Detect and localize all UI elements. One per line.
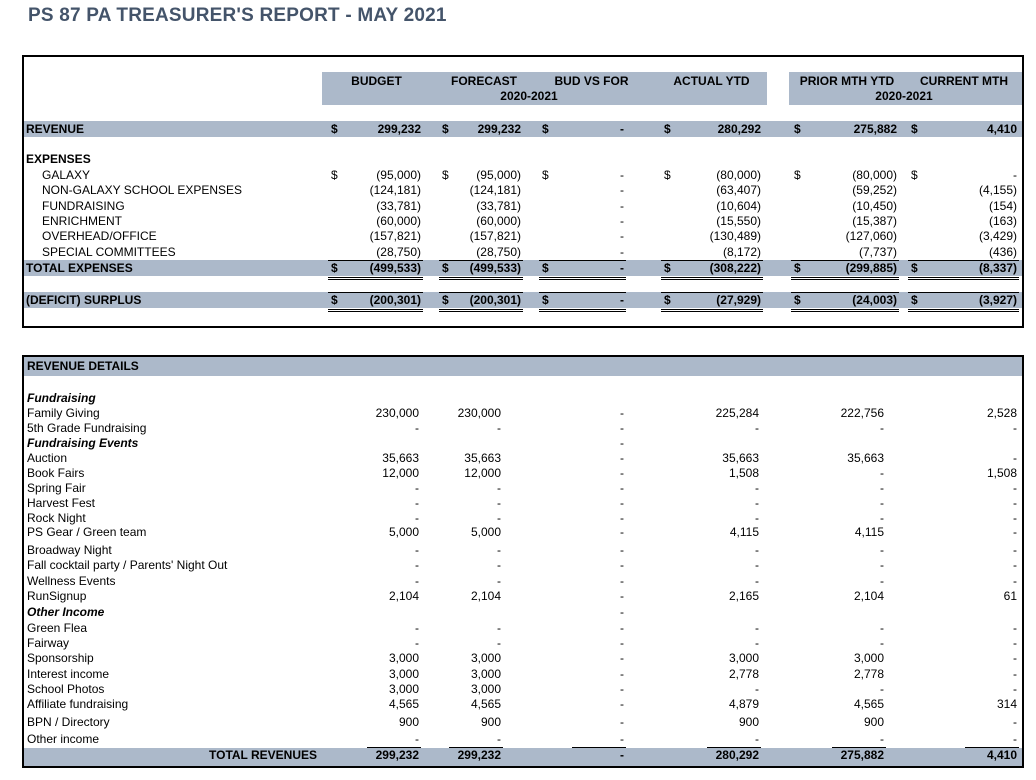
underline — [908, 292, 1019, 293]
value-cell: - — [497, 574, 501, 588]
value-cell: - — [415, 543, 419, 557]
value-cell: 280,292 — [717, 122, 761, 136]
value-cell: - — [755, 636, 759, 650]
value-cell: 12,000 — [464, 466, 501, 480]
value-cell: - — [755, 421, 759, 435]
value-cell: - — [620, 466, 624, 480]
value-cell: (63,407) — [716, 183, 761, 198]
value-cell: - — [497, 543, 501, 557]
underline — [539, 309, 626, 310]
detail-label: RunSignup — [27, 589, 87, 603]
value-cell: (127,060) — [845, 229, 897, 244]
underline — [908, 279, 1019, 280]
value-cell: - — [1013, 682, 1017, 696]
underline — [661, 277, 763, 278]
value-cell: 2,778 — [728, 667, 759, 681]
value-cell: 12,000 — [382, 466, 419, 480]
value-cell: 230,000 — [457, 406, 501, 420]
detail-label: Rock Night — [27, 511, 86, 525]
value-cell: - — [620, 605, 624, 619]
value-cell: (8,337) — [978, 261, 1017, 275]
value-cell: - — [1013, 732, 1017, 746]
value-cell: - — [880, 558, 884, 572]
header-period-a: 2020-2021 — [500, 89, 558, 103]
currency-sign: $ — [911, 122, 918, 136]
detail-label: BPN / Directory — [27, 715, 110, 729]
value-cell: - — [497, 732, 501, 746]
value-cell: 4,565 — [853, 697, 884, 711]
value-cell: 3,000 — [470, 682, 501, 696]
value-cell: - — [620, 481, 624, 495]
detail-label: Harvest Fest — [27, 496, 96, 510]
value-cell: 5,000 — [470, 525, 501, 539]
underline — [707, 747, 761, 748]
value-cell: - — [620, 697, 624, 711]
value-cell: 3,000 — [388, 667, 419, 681]
value-cell: (499,533) — [369, 261, 421, 275]
value-cell: 314 — [996, 697, 1017, 711]
value-cell: - — [620, 543, 624, 557]
value-cell: - — [1013, 543, 1017, 557]
value-cell: - — [415, 496, 419, 510]
currency-sign: $ — [911, 168, 918, 182]
underline — [791, 292, 899, 293]
currency-sign: $ — [442, 168, 449, 182]
underline — [439, 292, 523, 293]
value-cell: (95,000) — [376, 168, 421, 182]
underline — [328, 277, 423, 278]
row-label: TOTAL EXPENSES — [26, 261, 133, 275]
value-cell: - — [880, 496, 884, 510]
value-cell: (3,927) — [978, 293, 1017, 307]
value-cell: - — [1013, 525, 1017, 539]
value-cell: - — [497, 636, 501, 650]
value-cell: - — [755, 543, 759, 557]
value-cell: - — [1013, 574, 1017, 588]
value-cell: 61 — [1003, 589, 1017, 603]
value-cell: - — [620, 261, 624, 275]
details-heading-band — [24, 357, 1022, 376]
value-cell: - — [1013, 558, 1017, 572]
value-cell: 3,000 — [470, 651, 501, 665]
currency-sign: $ — [542, 122, 549, 136]
currency-sign: $ — [794, 122, 801, 136]
value-cell: 900 — [398, 715, 419, 729]
value-cell: (60,000) — [376, 213, 421, 228]
underline — [791, 311, 899, 312]
header-forecast: FORECAST — [451, 74, 517, 88]
detail-label: Wellness Events — [27, 574, 116, 588]
value-cell: - — [1013, 168, 1017, 182]
value-cell: - — [1013, 511, 1017, 525]
value-cell: - — [415, 511, 419, 525]
value-cell: - — [415, 621, 419, 635]
value-cell: - — [620, 525, 624, 539]
value-cell: 900 — [480, 715, 501, 729]
value-cell: (163) — [988, 213, 1017, 228]
value-cell: - — [497, 621, 501, 635]
value-cell: - — [1013, 481, 1017, 495]
underline — [791, 277, 899, 278]
underline — [439, 309, 523, 310]
value-cell: (200,301) — [469, 293, 521, 307]
header-prior-mth-ytd: PRIOR MTH YTD — [799, 74, 895, 88]
detail-label: Affiliate fundraising — [27, 697, 129, 711]
underline — [539, 311, 626, 312]
revenue-details-table — [22, 355, 1024, 768]
value-cell: (27,929) — [716, 293, 761, 307]
value-cell: 3,000 — [388, 682, 419, 696]
currency-sign: $ — [331, 168, 338, 182]
value-cell: - — [880, 481, 884, 495]
value-cell: 2,778 — [853, 667, 884, 681]
value-cell: - — [497, 511, 501, 525]
underline — [328, 292, 423, 293]
value-cell: - — [1013, 636, 1017, 650]
value-cell: - — [415, 732, 419, 746]
value-cell: - — [620, 667, 624, 681]
value-cell: 275,882 — [853, 122, 897, 136]
value-cell: - — [620, 213, 624, 228]
detail-label: Fairway — [27, 636, 70, 650]
value-cell: - — [880, 511, 884, 525]
header-actual-ytd: ACTUAL YTD — [673, 74, 750, 88]
underline — [661, 260, 763, 261]
underline — [832, 747, 886, 748]
detail-label: Spring Fair — [27, 481, 86, 495]
underline — [439, 311, 523, 312]
value-cell: - — [620, 496, 624, 510]
header-bud-vs-for: BUD VS FOR — [554, 74, 629, 88]
value-cell: (4,155) — [978, 183, 1017, 198]
detail-label: School Photos — [27, 682, 105, 696]
underline — [449, 747, 503, 748]
header-budget: BUDGET — [351, 74, 402, 88]
value-cell: (130,489) — [709, 229, 761, 244]
value-cell: 3,000 — [388, 651, 419, 665]
value-cell: 4,115 — [729, 525, 759, 539]
value-cell: 900 — [863, 715, 884, 729]
section-heading: Fundraising — [27, 391, 96, 405]
value-cell: - — [620, 748, 624, 762]
currency-sign: $ — [331, 261, 338, 275]
detail-label: Book Fairs — [27, 466, 85, 480]
value-cell: 2,104 — [853, 589, 884, 603]
expense-label: OVERHEAD/OFFICE — [42, 229, 157, 244]
value-cell: 2,104 — [470, 589, 501, 603]
underline — [661, 292, 763, 293]
underline — [661, 309, 763, 310]
value-cell: - — [620, 589, 624, 603]
underline — [572, 747, 626, 748]
underline — [328, 260, 423, 261]
details-heading: REVENUE DETAILS — [27, 359, 139, 373]
value-cell: 3,000 — [728, 651, 759, 665]
value-cell: (124,181) — [369, 183, 421, 198]
currency-sign: $ — [664, 293, 671, 307]
detail-label: Family Giving — [27, 406, 100, 420]
value-cell: - — [755, 732, 759, 746]
value-cell: (124,181) — [469, 183, 521, 198]
value-cell: 2,104 — [388, 589, 419, 603]
expense-label: NON-GALAXY SCHOOL EXPENSES — [42, 183, 243, 198]
value-cell: - — [620, 621, 624, 635]
value-cell: - — [620, 198, 624, 213]
value-cell: - — [620, 421, 624, 435]
currency-sign: $ — [664, 168, 671, 182]
value-cell: - — [1013, 715, 1017, 729]
currency-sign: $ — [911, 261, 918, 275]
expenses-heading: EXPENSES — [26, 152, 91, 166]
detail-label: Interest income — [27, 667, 110, 681]
value-cell: - — [755, 496, 759, 510]
currency-sign: $ — [542, 261, 549, 275]
value-cell: - — [415, 481, 419, 495]
report-title: PS 87 PA TREASURER'S REPORT - MAY 2021 — [28, 5, 447, 26]
value-cell: - — [620, 229, 624, 244]
expense-label: FUNDRAISING — [42, 198, 125, 213]
value-cell: (200,301) — [369, 293, 421, 307]
section-heading: Other Income — [27, 605, 105, 619]
value-cell: 280,292 — [715, 748, 759, 762]
value-cell: (59,252) — [852, 183, 897, 198]
value-cell: 5,000 — [388, 525, 419, 539]
value-cell: - — [497, 496, 501, 510]
value-cell: - — [620, 574, 624, 588]
summary-table — [22, 55, 1024, 328]
value-cell: 4,565 — [470, 697, 501, 711]
currency-sign: $ — [442, 261, 449, 275]
detail-label: Fall cocktail party / Parents' Night Out — [27, 558, 228, 572]
value-cell: 2,528 — [986, 406, 1017, 420]
detail-label: Sponsorship — [27, 651, 94, 665]
value-cell: (80,000) — [852, 168, 897, 182]
underline — [539, 260, 626, 261]
row-label: (DEFICIT) SURPLUS — [26, 293, 142, 307]
underline — [328, 309, 423, 310]
value-cell: 230,000 — [375, 406, 419, 420]
value-cell: - — [497, 481, 501, 495]
value-cell: 2,165 — [728, 589, 759, 603]
underline — [328, 311, 423, 312]
value-cell: (499,533) — [469, 261, 521, 275]
value-cell: (95,000) — [476, 168, 521, 182]
value-cell: (33,781) — [476, 198, 521, 213]
value-cell: - — [880, 466, 884, 480]
detail-label: Broadway Night — [27, 543, 112, 557]
value-cell: - — [620, 244, 624, 259]
value-cell: - — [880, 621, 884, 635]
value-cell: (3,429) — [978, 229, 1017, 244]
underline — [539, 279, 626, 280]
value-cell: - — [620, 406, 624, 420]
value-cell: - — [1013, 621, 1017, 635]
value-cell: - — [415, 636, 419, 650]
value-cell: (308,222) — [709, 261, 761, 275]
header-current-mth: CURRENT MTH — [920, 74, 1008, 88]
underline — [791, 309, 899, 310]
value-cell: 299,232 — [377, 122, 421, 136]
value-cell: (436) — [988, 244, 1017, 259]
detail-label: PS Gear / Green team — [27, 525, 147, 539]
value-cell: - — [497, 558, 501, 572]
value-cell: (28,750) — [376, 244, 421, 259]
underline — [539, 277, 626, 278]
expense-label: SPECIAL COMMITTEES — [42, 244, 176, 259]
underline — [661, 279, 763, 280]
value-cell: - — [620, 636, 624, 650]
value-cell: (10,604) — [716, 198, 761, 213]
value-cell: (299,885) — [845, 261, 897, 275]
underline — [791, 279, 899, 280]
value-cell: (28,750) — [476, 244, 521, 259]
value-cell: 1,508 — [986, 466, 1017, 480]
underline — [439, 277, 523, 278]
value-cell: (157,821) — [369, 229, 421, 244]
value-cell: 4,115 — [854, 525, 884, 539]
value-cell: - — [755, 511, 759, 525]
underline — [908, 309, 1019, 310]
value-cell: - — [755, 682, 759, 696]
currency-sign: $ — [442, 122, 449, 136]
detail-label: Green Flea — [27, 621, 88, 635]
value-cell: 299,232 — [477, 122, 521, 136]
currency-sign: $ — [442, 293, 449, 307]
total-revenues-label: TOTAL REVENUES — [209, 748, 318, 762]
value-cell: - — [755, 558, 759, 572]
detail-label: 5th Grade Fundraising — [27, 421, 147, 435]
expense-label: GALAXY — [42, 168, 91, 182]
value-cell: (157,821) — [469, 229, 521, 244]
value-cell: 3,000 — [853, 651, 884, 665]
value-cell: 299,232 — [375, 748, 419, 762]
value-cell: - — [620, 122, 624, 136]
value-cell: 4,410 — [986, 748, 1017, 762]
currency-sign: $ — [794, 168, 801, 182]
value-cell: (15,387) — [852, 213, 897, 228]
section-heading: Fundraising Events — [27, 436, 139, 450]
value-cell: - — [1013, 496, 1017, 510]
underline — [908, 311, 1019, 312]
underline — [539, 292, 626, 293]
value-cell: (154) — [988, 198, 1017, 213]
currency-sign: $ — [331, 293, 338, 307]
value-cell: - — [755, 574, 759, 588]
value-cell: 35,663 — [847, 451, 884, 465]
value-cell: 4,410 — [986, 122, 1017, 136]
value-cell: - — [880, 574, 884, 588]
value-cell: 225,284 — [715, 406, 759, 420]
value-cell: - — [880, 636, 884, 650]
value-cell: - — [1013, 667, 1017, 681]
value-cell: (80,000) — [716, 168, 761, 182]
value-cell: 35,663 — [722, 451, 759, 465]
value-cell: - — [620, 451, 624, 465]
value-cell: 222,756 — [840, 406, 884, 420]
value-cell: - — [415, 574, 419, 588]
value-cell: (10,450) — [852, 198, 897, 213]
value-cell: 35,663 — [382, 451, 419, 465]
underline — [965, 747, 1019, 748]
value-cell: - — [620, 732, 624, 746]
value-cell: - — [620, 436, 624, 450]
underline — [328, 279, 423, 280]
value-cell: 35,663 — [464, 451, 501, 465]
value-cell: - — [620, 715, 624, 729]
expense-label: ENRICHMENT — [42, 213, 122, 228]
value-cell: - — [620, 558, 624, 572]
value-cell: - — [880, 543, 884, 557]
underline — [791, 260, 899, 261]
currency-sign: $ — [911, 293, 918, 307]
detail-label: Auction — [27, 451, 68, 465]
value-cell: 3,000 — [470, 667, 501, 681]
currency-sign: $ — [542, 293, 549, 307]
underline — [908, 260, 1019, 261]
underline — [908, 277, 1019, 278]
row-label: REVENUE — [26, 122, 85, 136]
value-cell: - — [620, 511, 624, 525]
value-cell: (7,737) — [858, 244, 897, 259]
currency-sign: $ — [542, 168, 549, 182]
value-cell: - — [497, 421, 501, 435]
currency-sign: $ — [794, 293, 801, 307]
value-cell: - — [880, 682, 884, 696]
value-cell: - — [620, 168, 624, 182]
value-cell: (24,003) — [852, 293, 897, 307]
value-cell: 275,882 — [840, 748, 884, 762]
value-cell: (33,781) — [376, 198, 421, 213]
value-cell: - — [1013, 421, 1017, 435]
value-cell: - — [880, 421, 884, 435]
header-period-b: 2020-2021 — [875, 89, 933, 103]
value-cell: 299,232 — [457, 748, 501, 762]
value-cell: - — [415, 421, 419, 435]
underline — [439, 260, 523, 261]
underline — [367, 747, 421, 748]
value-cell: - — [620, 651, 624, 665]
value-cell: - — [415, 558, 419, 572]
value-cell: 1,508 — [728, 466, 759, 480]
underline — [661, 311, 763, 312]
value-cell: - — [620, 183, 624, 198]
currency-sign: $ — [794, 261, 801, 275]
currency-sign: $ — [664, 122, 671, 136]
value-cell: (8,172) — [722, 244, 761, 259]
value-cell: - — [620, 682, 624, 696]
currency-sign: $ — [331, 122, 338, 136]
value-cell: 4,565 — [388, 697, 419, 711]
value-cell: - — [755, 621, 759, 635]
value-cell: - — [880, 732, 884, 746]
value-cell: 4,879 — [728, 697, 759, 711]
detail-label: Other income — [27, 732, 100, 746]
underline — [439, 279, 523, 280]
value-cell: - — [755, 481, 759, 495]
value-cell: - — [1013, 651, 1017, 665]
value-cell: - — [620, 293, 624, 307]
value-cell: - — [1013, 451, 1017, 465]
currency-sign: $ — [664, 261, 671, 275]
value-cell: (15,550) — [716, 213, 761, 228]
value-cell: 900 — [738, 715, 759, 729]
value-cell: (60,000) — [476, 213, 521, 228]
